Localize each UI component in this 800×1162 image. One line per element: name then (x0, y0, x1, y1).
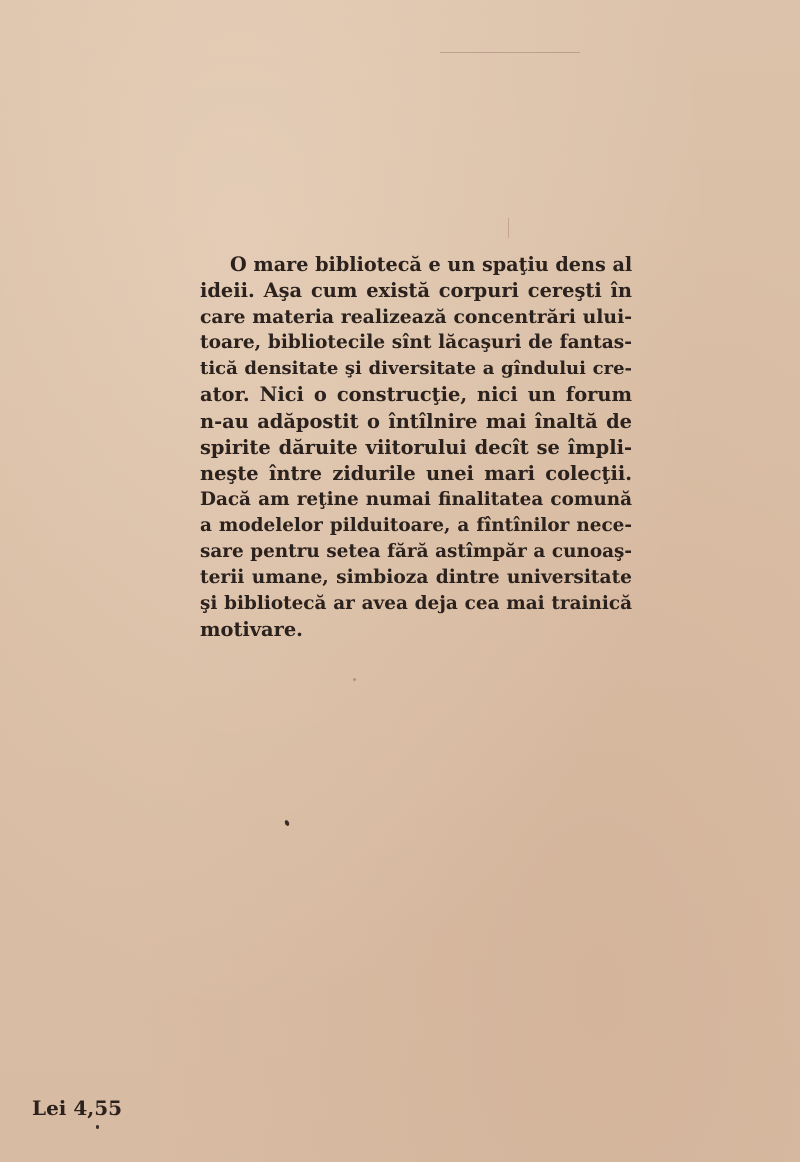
blurb-line: ator. Nici o construcţie, nici un forum (200, 383, 632, 407)
blurb-line: O mare bibliotecă e un spaţiu dens al (230, 253, 633, 276)
blurb-paragraph (200, 252, 632, 643)
blurb-line: a modelelor pilduitoare, a fîntînilor nece- (200, 514, 632, 536)
blurb-line: Dacă am reţine numai finalitatea comună (200, 488, 632, 510)
ink-speck (96, 1125, 99, 1129)
blurb-line: toare, bibliotecile sînt lăcaşuri de fantas- (200, 332, 632, 354)
faded-rule (440, 52, 580, 53)
blurb-line: sare pentru setea fără astîmpăr a cunoaş- (200, 541, 632, 563)
paper-mark (508, 218, 514, 238)
blurb-line: neşte între zidurile unei mari colecţii. (200, 461, 632, 485)
blurb-line: motivare. (200, 618, 303, 642)
blurb-line: spirite dăruite viitorului decît se împli- (200, 435, 632, 459)
blurb-line: terii umane, simbioza dintre universitate (200, 567, 632, 589)
blurb-line: tică densitate şi diversitate a gîndului cre- (200, 358, 632, 380)
ink-speck (353, 678, 356, 681)
blurb-line: care materia realizează concentrări ului- (200, 306, 632, 329)
blurb-line: ideii. Aşa cum există corpuri cereşti în (200, 279, 632, 303)
price-label: Lei 4,55 (32, 1096, 123, 1120)
ink-speck (284, 819, 290, 826)
blurb-line: n-au adăpostit o întîlnire mai înaltă de (200, 409, 632, 433)
blurb-line: şi bibliotecă ar avea deja cea mai trainică (200, 593, 632, 615)
